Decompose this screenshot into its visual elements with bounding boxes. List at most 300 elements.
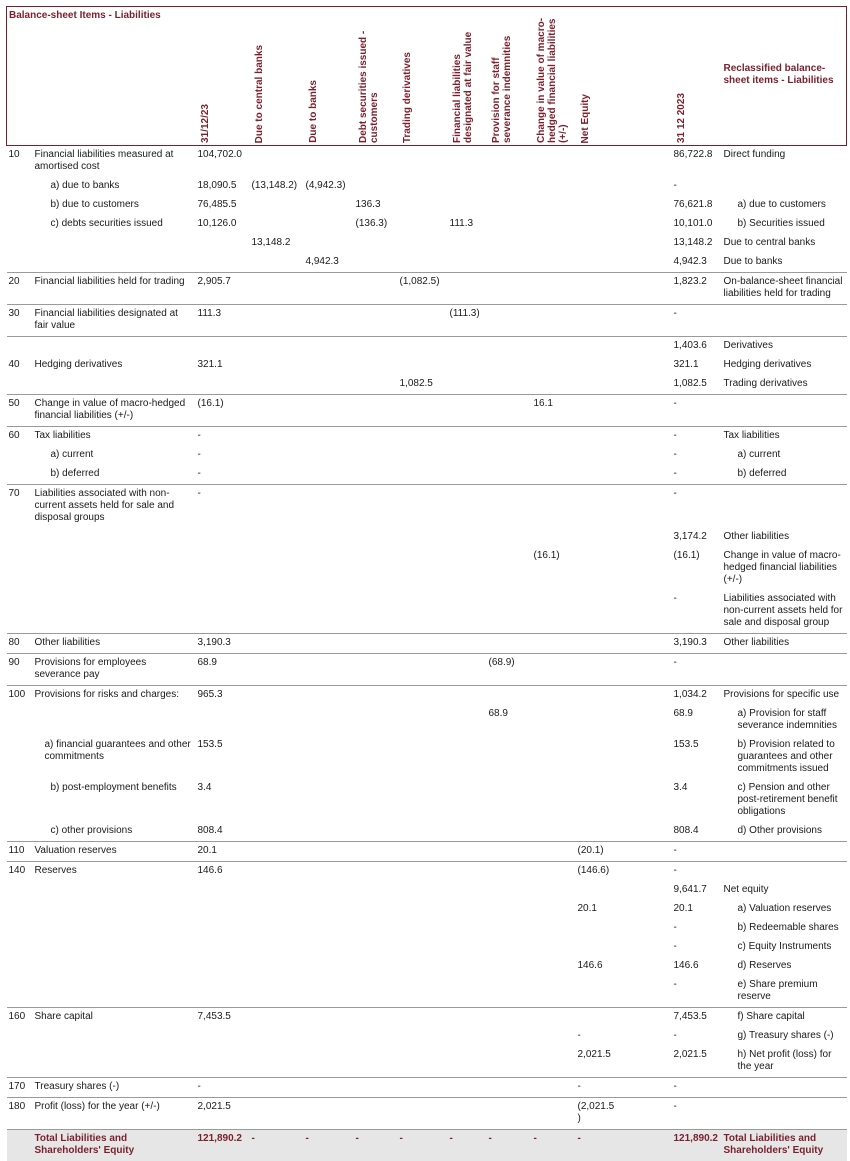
row-value [398,1008,448,1028]
col-header-due-central-banks-label: Due to central banks [254,45,265,143]
row-value [250,822,304,842]
row-value: (1,082.5) [398,273,448,305]
row-reclassified-label: a) Provision for staff severance indemnities [722,705,847,736]
table-row [7,146,847,178]
row-value [354,654,398,686]
row-value: - [576,1078,619,1098]
table-row [7,779,847,822]
row-total-2023: 86,722.8 [672,146,722,178]
row-code [7,528,33,547]
row-code [7,881,33,900]
row-value [532,634,576,654]
col-header-change-macro [532,7,576,146]
row-value [619,305,672,337]
row-value [398,146,448,178]
row-value [576,976,619,1008]
liabilities-reclassification-page [6,6,846,1161]
row-value [532,253,576,273]
row-value [304,590,354,634]
row-reclassified-label [722,654,847,686]
row-description [33,976,196,1008]
row-total-2023: 153.5 [672,736,722,779]
row-value [576,547,619,590]
table-row [7,900,847,919]
row-value [250,736,304,779]
row-value [354,705,398,736]
row-total-2023: - [672,938,722,957]
row-value [532,485,576,529]
row-value [398,215,448,234]
row-value [487,1098,532,1130]
row-value [354,547,398,590]
row-value [354,177,398,196]
row-value [487,1027,532,1046]
row-value [487,881,532,900]
row-value [532,446,576,465]
row-code: 180 [7,1098,33,1130]
row-value [250,356,304,375]
row-value [398,465,448,485]
row-value [619,1008,672,1028]
row-value [354,938,398,957]
row-value [354,779,398,822]
row-value: 111.3 [196,305,250,337]
row-code [7,465,33,485]
table-row [7,976,847,1008]
table-row [7,938,847,957]
row-description [33,938,196,957]
col-header-31-12-23 [196,7,250,146]
row-reclassified-label: b) Securities issued [722,215,847,234]
total-value: - [354,1130,398,1161]
row-value [250,528,304,547]
row-value [619,1078,672,1098]
row-code: 40 [7,356,33,375]
row-value [532,1027,576,1046]
row-value [487,976,532,1008]
table-row [7,705,847,736]
row-code [7,215,33,234]
row-value [304,465,354,485]
row-value [354,900,398,919]
row-value [532,1008,576,1028]
row-value [487,779,532,822]
row-code: 10 [7,146,33,178]
row-value [576,375,619,395]
row-code [7,938,33,957]
row-value [487,1008,532,1028]
row-reclassified-label [722,177,847,196]
row-value [576,427,619,447]
row-value [532,337,576,357]
row-description: Valuation reserves [33,842,196,862]
row-reclassified-label: a) due to customers [722,196,847,215]
row-description: Provisions for employees severance pay [33,654,196,686]
row-code [7,736,33,779]
row-description: c) debts securities issued [33,215,196,234]
row-value [250,900,304,919]
row-value [619,590,672,634]
row-total-2023: 76,621.8 [672,196,722,215]
row-value [250,485,304,529]
row-value [448,862,487,882]
row-value [354,356,398,375]
row-value [448,634,487,654]
row-value [250,375,304,395]
row-value: (111.3) [448,305,487,337]
col-header-reclassified: Reclassified balance-sheet items - Liabilities [722,7,847,146]
table-row [7,305,847,337]
row-value: (20.1) [576,842,619,862]
table-row [7,957,847,976]
row-value: 111.3 [448,215,487,234]
row-description: b) due to customers [33,196,196,215]
row-total-2023: - [672,590,722,634]
row-value [448,146,487,178]
row-value [304,375,354,395]
table-row [7,654,847,686]
row-value [532,177,576,196]
row-value [619,196,672,215]
row-value [448,1027,487,1046]
row-value [250,446,304,465]
row-reclassified-label: h) Net profit (loss) for the year [722,1046,847,1078]
row-reclassified-label: Liabilities associated with non-current assets held for sale and disposal group [722,590,847,634]
row-code [7,779,33,822]
row-value [619,900,672,919]
row-description: Provisions for risks and charges: [33,686,196,706]
row-value: - [576,1027,619,1046]
row-value [448,736,487,779]
row-code [7,375,33,395]
row-value: 13,148.2 [250,234,304,253]
row-value [354,957,398,976]
row-value [304,919,354,938]
row-value [576,253,619,273]
row-value [304,842,354,862]
row-value [532,305,576,337]
row-value [304,1078,354,1098]
row-value [487,1078,532,1098]
row-code: 170 [7,1078,33,1098]
row-value [398,705,448,736]
row-reclassified-label: On-balance-sheet financial liabilities held for trading [722,273,847,305]
row-value [250,1027,304,1046]
row-value [354,881,398,900]
row-value [532,957,576,976]
row-value [619,686,672,706]
row-code: 100 [7,686,33,706]
row-value [532,356,576,375]
row-total-2023: - [672,465,722,485]
row-total-2023: - [672,862,722,882]
row-value [304,1008,354,1028]
row-description [33,234,196,253]
row-code [7,196,33,215]
row-code [7,919,33,938]
row-value [487,547,532,590]
row-value [250,654,304,686]
row-value [576,1008,619,1028]
row-value [619,1046,672,1078]
row-description: b) post-employment benefits [33,779,196,822]
row-total-2023: - [672,427,722,447]
row-reclassified-label: Trading derivatives [722,375,847,395]
table-row [7,196,847,215]
row-value [448,234,487,253]
row-value [532,273,576,305]
row-value [487,146,532,178]
row-value [250,395,304,427]
total-value: - [448,1130,487,1161]
row-value: 1,082.5 [398,375,448,395]
row-value [448,1098,487,1130]
row-total-2023: 20.1 [672,900,722,919]
row-value [487,356,532,375]
total-value: 121,890.2 [196,1130,250,1161]
row-value [354,1098,398,1130]
row-value [354,234,398,253]
row-value [398,634,448,654]
row-value [304,705,354,736]
row-reclassified-label [722,842,847,862]
table-row [7,686,847,706]
row-total-2023: - [672,654,722,686]
row-value [354,976,398,1008]
row-value [448,375,487,395]
col-header-net-equity-label: Net Equity [580,94,591,143]
row-value [250,938,304,957]
row-value [532,736,576,779]
row-value: 321.1 [196,356,250,375]
row-reclassified-label: c) Pension and other post-retirement benefit obligations [722,779,847,822]
row-value [304,395,354,427]
row-code: 80 [7,634,33,654]
row-value [448,253,487,273]
row-reclassified-label: Due to central banks [722,234,847,253]
row-value [487,273,532,305]
row-value [398,919,448,938]
col-header-net-equity [576,7,619,146]
col-header-debt-securities-label: Debt securities issued - customers [358,11,380,143]
row-value [487,590,532,634]
row-value [304,1046,354,1078]
row-value [619,547,672,590]
row-value [196,919,250,938]
row-value [532,900,576,919]
row-total-2023: 1,034.2 [672,686,722,706]
row-value [250,465,304,485]
row-value [304,427,354,447]
row-value [250,881,304,900]
row-value [398,654,448,686]
row-value [304,446,354,465]
row-value [304,779,354,822]
row-reclassified-label: a) Valuation reserves [722,900,847,919]
row-value [532,862,576,882]
row-value [304,976,354,1008]
total-value [619,1130,672,1161]
table-row [7,1008,847,1028]
row-value: (68.9) [487,654,532,686]
row-value [619,395,672,427]
row-value [196,976,250,1008]
row-value [487,485,532,529]
col-header-due-banks [304,7,354,146]
row-value [532,976,576,1008]
row-total-2023: (16.1) [672,547,722,590]
row-description: a) current [33,446,196,465]
row-value: (16.1) [196,395,250,427]
total-row [7,1130,847,1161]
row-value [304,957,354,976]
row-code [7,1046,33,1078]
row-code [7,957,33,976]
row-value [576,305,619,337]
col-header-provision-staff [487,7,532,146]
row-value [487,862,532,882]
row-value [304,938,354,957]
row-description [33,528,196,547]
row-value [304,485,354,529]
row-value [448,822,487,842]
row-value [576,919,619,938]
row-value [398,177,448,196]
row-code: 110 [7,842,33,862]
row-description [33,590,196,634]
row-value [619,177,672,196]
row-value [448,705,487,736]
row-value [619,234,672,253]
row-value [532,1098,576,1130]
row-total-2023: - [672,395,722,427]
row-value [448,590,487,634]
row-value [304,881,354,900]
row-value: (2,021.5) [576,1098,619,1130]
row-value [619,485,672,529]
col-header-trading-derivatives-label: Trading derivatives [402,52,413,143]
row-value [398,1078,448,1098]
row-code [7,337,33,357]
table-row [7,736,847,779]
row-code: 50 [7,395,33,427]
table-row [7,547,847,590]
row-reclassified-label: Due to banks [722,253,847,273]
row-description [33,253,196,273]
row-value [448,485,487,529]
col-header-31-12-2023 [672,7,722,146]
row-description [33,900,196,919]
row-value [398,253,448,273]
total-description: Total Liabilities and Shareholders' Equity [33,1130,196,1161]
row-value [398,736,448,779]
row-value [532,1046,576,1078]
row-value [304,686,354,706]
total-value: - [304,1130,354,1161]
row-value [304,196,354,215]
col-header-provision-staff-label: Provision for staff severance indemnities [491,11,513,143]
row-value [398,862,448,882]
table-row [7,177,847,196]
row-value [532,590,576,634]
row-value: 18,090.5 [196,177,250,196]
table-row [7,842,847,862]
liabilities-table [6,6,847,1161]
row-value: (13,148.2) [250,177,304,196]
row-value [448,547,487,590]
table-row [7,1098,847,1130]
row-value [619,634,672,654]
row-value [619,427,672,447]
row-value: (146.6) [576,862,619,882]
row-value [487,234,532,253]
row-value [354,1008,398,1028]
row-value [398,196,448,215]
row-reclassified-label: Change in value of macro-hedged financial liabilities (+/-) [722,547,847,590]
table-row [7,395,847,427]
row-total-2023: 7,453.5 [672,1008,722,1028]
row-value [619,465,672,485]
row-value: (136.3) [354,215,398,234]
row-value [304,900,354,919]
row-value [448,938,487,957]
row-reclassified-label: Provisions for specific use [722,686,847,706]
row-description [33,337,196,357]
row-value [619,862,672,882]
row-description: c) other provisions [33,822,196,842]
row-value [487,253,532,273]
row-value [576,654,619,686]
row-description [33,1027,196,1046]
row-value [398,822,448,842]
row-value [250,305,304,337]
row-value: 20.1 [196,842,250,862]
row-value [487,957,532,976]
row-value [487,822,532,842]
row-value [576,337,619,357]
col-header-31-12-23-label: 31/12/23 [200,104,211,143]
row-reclassified-label: g) Treasury shares (-) [722,1027,847,1046]
table-body [7,146,847,1161]
row-code [7,900,33,919]
col-header-31-12-2023-label: 31 12 2023 [676,93,687,143]
row-value [487,1046,532,1078]
row-value [304,822,354,842]
row-code [7,705,33,736]
row-value [354,427,398,447]
row-value [250,1046,304,1078]
row-value [354,305,398,337]
row-value [196,900,250,919]
col-header-fin-liab-fv [448,7,487,146]
row-code: 90 [7,654,33,686]
row-value [619,337,672,357]
row-value [532,196,576,215]
row-total-2023: 3,174.2 [672,528,722,547]
row-value [487,634,532,654]
row-value [576,356,619,375]
row-value [304,1027,354,1046]
row-value [532,654,576,686]
row-value [448,356,487,375]
row-value [196,1046,250,1078]
row-total-2023: 4,942.3 [672,253,722,273]
row-value [196,705,250,736]
row-value [196,938,250,957]
row-value [354,253,398,273]
row-value [304,305,354,337]
row-value [448,654,487,686]
